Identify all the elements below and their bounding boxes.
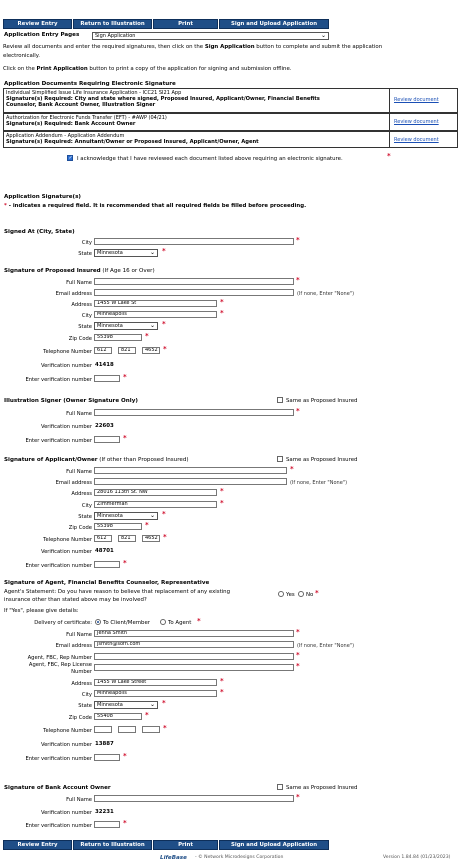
- address-label: Address: [71, 681, 92, 687]
- required-marker: *: [123, 819, 127, 827]
- full-name-label: Full Name: [66, 280, 92, 286]
- required-marker: *: [162, 510, 166, 518]
- required-marker: *: [123, 559, 127, 567]
- verification-number-label: Verification number: [40, 810, 92, 816]
- chevron-down-icon: ⌄: [149, 701, 155, 708]
- document-row-2: [3, 113, 458, 131]
- verification-number: 41418: [95, 362, 114, 368]
- required-marker: *: [145, 332, 149, 340]
- same-as-checkbox[interactable]: [277, 397, 283, 403]
- required-marker: *: [220, 298, 224, 306]
- acknowledge-checkbox[interactable]: [67, 155, 73, 161]
- review-document-link[interactable]: Review document: [394, 119, 439, 125]
- required-marker: *: [162, 699, 166, 707]
- no-label: No: [306, 592, 314, 598]
- enter-verification-label: Enter verification number: [25, 823, 92, 829]
- agent-email-input[interactable]: jsmith@sofn.com: [94, 641, 294, 648]
- phone-line-input[interactable]: 4652: [142, 347, 160, 354]
- zip-label: Zip Code: [68, 715, 92, 721]
- phone-line-input[interactable]: 4652: [142, 535, 160, 542]
- signed-at-heading: Signed At (City, State): [4, 229, 75, 235]
- enter-verification-label: Enter verification number: [25, 438, 92, 444]
- proposed-insured-verification-input[interactable]: [94, 375, 120, 382]
- chevron-down-icon: ⌄: [149, 512, 155, 519]
- replacement-no-radio[interactable]: [298, 591, 304, 597]
- agent-statement-line-2: insurance other than stated above may be involved?: [4, 597, 147, 603]
- delivery-agent-radio[interactable]: [160, 619, 166, 625]
- required-marker: *: [162, 247, 166, 255]
- state-label: State: [78, 514, 92, 520]
- bank-owner-heading: Signature of Bank Account Owner: [4, 785, 111, 791]
- required-note: * - indicates a required field. It is recommended that all required fields be filled before proceeding.: [4, 203, 307, 209]
- if-yes-label: If "Yes", please give details:: [4, 608, 79, 614]
- enter-verification-label: Enter verification number: [25, 563, 92, 569]
- proposed-insured-city-input[interactable]: Minneapolis: [94, 311, 217, 318]
- state-label: State: [78, 703, 92, 709]
- full-name-label: Full Name: [66, 411, 92, 417]
- email-label: Email address: [55, 643, 92, 649]
- proposed-insured-heading: Signature of Proposed Insured (If Age 16 or Over): [4, 268, 155, 274]
- city-label: City: [81, 240, 92, 246]
- signed-at-city-input[interactable]: [94, 238, 294, 245]
- review-document-link[interactable]: Review document: [394, 97, 439, 103]
- phone-area-input[interactable]: 612: [94, 535, 112, 542]
- required-marker: *: [296, 793, 300, 801]
- applicant-owner-verification-input[interactable]: [94, 561, 120, 568]
- required-marker: *: [163, 533, 167, 541]
- intro-line-1: Review all documents and enter the required signatures, then click on the Sign Application button to complete and submit the application: [3, 44, 383, 50]
- state-label: State: [78, 324, 92, 330]
- full-name-label: Full Name: [66, 469, 92, 475]
- review-document-link[interactable]: Review document: [394, 137, 439, 143]
- required-marker: *: [163, 345, 167, 353]
- intro-line-2: electronically.: [3, 53, 40, 59]
- required-marker: *: [220, 487, 224, 495]
- document-signatures: Signature(s) Required: Bank Account Owner: [6, 121, 136, 127]
- sign-and-upload-button[interactable]: Sign and Upload Application: [219, 840, 329, 850]
- required-marker: *: [315, 589, 319, 597]
- enter-verification-label: Enter verification number: [25, 377, 92, 383]
- applicant-owner-email-input[interactable]: [94, 478, 287, 485]
- agent-heading: Signature of Agent, Financial Benefits Counselor, Representative: [4, 580, 210, 586]
- required-marker: *: [220, 309, 224, 317]
- sign-and-upload-button[interactable]: Sign and Upload Application: [219, 19, 329, 29]
- applicant-owner-state-select[interactable]: Minnesota ⌄: [94, 512, 158, 520]
- replacement-yes-radio[interactable]: [278, 591, 284, 597]
- proposed-insured-address-input[interactable]: 1455 W Lake St: [94, 300, 217, 307]
- applicant-owner-full-name-input[interactable]: [94, 467, 287, 474]
- full-name-label: Full Name: [66, 632, 92, 638]
- agent-city-input[interactable]: Minneapolis: [94, 690, 217, 697]
- required-marker: *: [296, 407, 300, 415]
- bottom-nav: [3, 840, 329, 850]
- verification-number-label: Verification number: [40, 549, 92, 555]
- phone-area-input[interactable]: [94, 726, 112, 733]
- required-marker: *: [145, 711, 149, 719]
- rep-license-label-2: Number: [71, 669, 92, 675]
- illustration-signer-full-name-input[interactable]: [94, 409, 294, 416]
- verification-number-label: Verification number: [40, 424, 92, 430]
- applicant-owner-zip-input[interactable]: 55398: [94, 523, 142, 530]
- document-title: Application Addendum - Application Addendum: [6, 133, 125, 139]
- verification-number: 48701: [95, 548, 114, 554]
- required-marker: *: [296, 628, 300, 636]
- city-label: City: [81, 692, 92, 698]
- entry-pages-select[interactable]: [92, 32, 329, 40]
- chevron-down-icon: ⌄: [149, 322, 155, 329]
- phone-line-input[interactable]: [142, 726, 160, 733]
- phone-prefix-input[interactable]: [118, 726, 136, 733]
- to-agent-label: To Agent: [168, 620, 192, 626]
- phone-prefix-input[interactable]: 821: [118, 347, 136, 354]
- signatures-heading: Application Signature(s): [4, 194, 81, 200]
- address-label: Address: [71, 491, 92, 497]
- document-signatures: Signature(s) Required: City and state where signed, Proposed Insured, Applicant/Owner, Financial Benefits: [6, 96, 320, 102]
- required-marker: *: [163, 724, 167, 732]
- agent-verification-input[interactable]: [94, 754, 120, 761]
- phone-prefix-input[interactable]: 821: [118, 535, 136, 542]
- bank-owner-verification-input[interactable]: [94, 821, 120, 828]
- illustration-signer-verification-input[interactable]: [94, 436, 120, 443]
- required-marker: *: [145, 521, 149, 529]
- verification-number: 22603: [95, 423, 114, 429]
- same-as-label: Same as Proposed Insured: [286, 785, 358, 791]
- return-to-illustration-button[interactable]: Return to Illustration: [73, 19, 152, 29]
- agent-statement-line-1: Agent's Statement: Do you have reason to believe that replacement of any existing: [4, 589, 231, 595]
- illustration-signer-heading: Illustration Signer (Owner Signature Only): [4, 398, 138, 404]
- same-as-label: Same as Proposed Insured: [286, 398, 358, 404]
- required-marker: *: [296, 236, 300, 244]
- signed-at-state-select[interactable]: Minnesota ⌄: [94, 249, 158, 257]
- address-label: Address: [71, 302, 92, 308]
- return-to-illustration-button[interactable]: Return to Illustration: [73, 840, 152, 850]
- proposed-insured-zip-input[interactable]: 55398: [94, 334, 142, 341]
- entry-pages-label: Application Entry Pages: [4, 32, 80, 38]
- agent-address-input[interactable]: 1455 W Lake Street: [94, 679, 217, 686]
- required-marker: *: [162, 320, 166, 328]
- review-entry-button[interactable]: Review Entry: [3, 840, 72, 850]
- full-name-label: Full Name: [66, 797, 92, 803]
- chevron-down-icon: ⌄: [320, 32, 326, 39]
- email-note: (If none, Enter "None"): [297, 291, 355, 297]
- email-note: (If none, Enter "None"): [297, 643, 355, 649]
- review-entry-button[interactable]: Review Entry: [3, 19, 72, 29]
- proposed-insured-state-select[interactable]: Minnesota ⌄: [94, 322, 158, 330]
- same-as-checkbox[interactable]: [277, 784, 283, 790]
- verification-number: 32231: [95, 809, 114, 815]
- city-label: City: [81, 313, 92, 319]
- top-nav: [3, 19, 329, 29]
- print-button[interactable]: Print: [153, 840, 218, 850]
- agent-full-name-input[interactable]: Jenna Smith: [94, 630, 294, 637]
- required-marker: *: [220, 688, 224, 696]
- phone-label: Telephone Number: [43, 349, 92, 355]
- document-signatures: Signature(s) Required: Annuitant/Owner or Proposed Insured, Applicant/Owner, Agent: [6, 139, 259, 145]
- email-label: Email address: [55, 291, 92, 297]
- bank-owner-full-name-input[interactable]: [94, 795, 294, 802]
- email-label: Email address: [55, 480, 92, 486]
- city-label: City: [81, 503, 92, 509]
- applicant-owner-address-input[interactable]: 28016 113th St. NW: [94, 489, 217, 496]
- acknowledge-text: I acknowledge that I have reviewed each document listed above requiring an electronic signature.: [77, 156, 343, 162]
- copyright: - © Network Microdesigns Corporation: [195, 855, 284, 860]
- chevron-down-icon: ⌄: [149, 249, 155, 256]
- required-marker: *: [123, 434, 127, 442]
- document-row-3: [3, 131, 458, 148]
- delivery-client-radio[interactable]: [95, 619, 101, 625]
- to-client-label: To Client/Member: [103, 620, 150, 626]
- email-note: (If none, Enter "None"): [290, 480, 348, 486]
- required-marker: *: [123, 373, 127, 381]
- required-marker: *: [290, 465, 294, 473]
- document-signatures-cont: Counselor, Bank Account Owner, Illustration Signer: [6, 102, 156, 108]
- proposed-insured-email-input[interactable]: [94, 289, 294, 296]
- version: Version 1.84.84 (01/23/2023): [383, 855, 451, 860]
- enter-verification-label: Enter verification number: [25, 756, 92, 762]
- applicant-owner-heading: Signature of Applicant/Owner (If other than Proposed Insured): [4, 457, 189, 463]
- agent-zip-input[interactable]: 55408: [94, 713, 142, 720]
- entry-pages-value: Sign Application: [95, 33, 136, 39]
- rep-license-label-1: Agent, FBC, Rep License: [28, 662, 92, 668]
- same-as-checkbox[interactable]: [277, 456, 283, 462]
- required-marker: *: [296, 276, 300, 284]
- phone-area-input[interactable]: 612: [94, 347, 112, 354]
- document-title: Authorization for Electronic Funds Transfer (EFT) - #AWP (04/21): [6, 115, 167, 121]
- document-title: Individual Simplified Issue Life Insurance Application - ICC21 SI21 App: [6, 90, 182, 96]
- applicant-owner-city-input[interactable]: Zimmerman: [94, 501, 217, 508]
- document-row-1: [3, 88, 458, 113]
- required-marker: *: [296, 662, 300, 670]
- rep-number-label: Agent, FBC, Rep Number: [27, 655, 92, 661]
- required-marker: *: [387, 152, 391, 160]
- verification-number-label: Verification number: [40, 742, 92, 748]
- required-marker: *: [220, 499, 224, 507]
- state-label: State: [78, 251, 92, 257]
- required-marker: *: [296, 651, 300, 659]
- proposed-insured-full-name-input[interactable]: [94, 278, 294, 285]
- footer: [0, 853, 465, 864]
- same-as-label: Same as Proposed Insured: [286, 457, 358, 463]
- yes-label: Yes: [286, 592, 295, 598]
- documents-heading: Application Documents Requiring Electronic Signature: [4, 81, 176, 87]
- verification-number-label: Verification number: [40, 363, 92, 369]
- verification-number: 13887: [95, 741, 114, 747]
- zip-label: Zip Code: [68, 336, 92, 342]
- required-marker: *: [220, 677, 224, 685]
- brand-logo: LifeBase: [160, 855, 187, 861]
- agent-state-select[interactable]: Minnesota ⌄: [94, 701, 158, 709]
- agent-rep-license-input[interactable]: [94, 664, 294, 671]
- zip-label: Zip Code: [68, 525, 92, 531]
- phone-label: Telephone Number: [43, 728, 92, 734]
- phone-label: Telephone Number: [43, 537, 92, 543]
- print-button[interactable]: Print: [153, 19, 218, 29]
- required-marker: *: [123, 752, 127, 760]
- required-marker: *: [197, 617, 201, 625]
- agent-rep-number-input[interactable]: [94, 653, 294, 660]
- intro-line-3: Click on the Print Application button to print a copy of the application for signing and submission offline.: [3, 66, 292, 72]
- delivery-label: Delivery of certificate:: [34, 620, 92, 626]
